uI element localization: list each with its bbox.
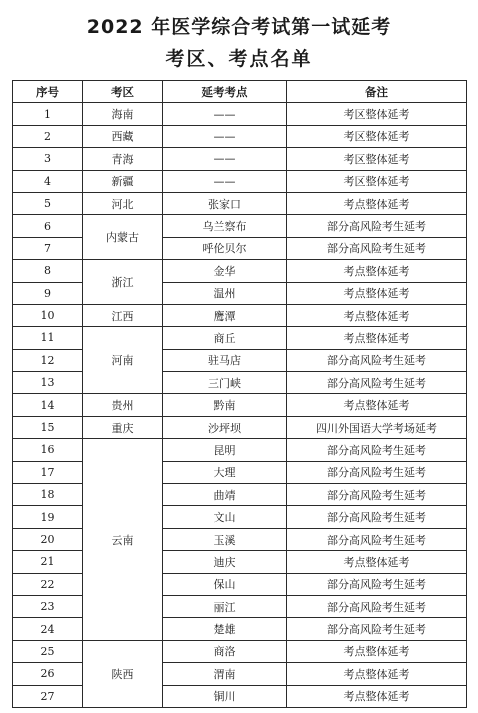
deferred-site-cell: 曲靖 <box>163 484 287 506</box>
deferred-site-cell: 渭南 <box>163 663 287 685</box>
deferred-exam-sites-table <box>12 80 467 708</box>
table-row <box>13 416 467 438</box>
remarks-cell: 考点整体延考 <box>287 551 467 573</box>
remarks-cell: 部分高风险考生延考 <box>287 618 467 640</box>
remarks-cell: 部分高风险考生延考 <box>287 573 467 595</box>
deferred-site-cell: 商丘 <box>163 327 287 349</box>
remarks-cell: 部分高风险考生延考 <box>287 506 467 528</box>
remarks-cell: 考点整体延考 <box>287 640 467 662</box>
remarks-cell: 部分高风险考生延考 <box>287 349 467 371</box>
deferred-site-cell: —— <box>163 103 287 125</box>
remarks-cell: 考点整体延考 <box>287 685 467 707</box>
table-row <box>13 685 467 707</box>
remarks-cell: 四川外国语大学考场延考 <box>287 416 467 438</box>
exam-region-cell: 青海 <box>83 148 163 170</box>
serial-number-cell: 9 <box>13 282 83 304</box>
header-serial-number: 序号 <box>13 81 83 103</box>
serial-number-cell: 22 <box>13 573 83 595</box>
serial-number-cell: 21 <box>13 551 83 573</box>
serial-number-cell: 6 <box>13 215 83 237</box>
remarks-cell: 考点整体延考 <box>287 327 467 349</box>
remarks-cell: 部分高风险考生延考 <box>287 595 467 617</box>
serial-number-cell: 18 <box>13 484 83 506</box>
serial-number-cell: 7 <box>13 237 83 259</box>
table-row <box>13 148 467 170</box>
table-row <box>13 640 467 662</box>
serial-number-cell: 8 <box>13 260 83 282</box>
remarks-cell: 考点整体延考 <box>287 260 467 282</box>
serial-number-cell: 14 <box>13 394 83 416</box>
table-row <box>13 528 467 550</box>
remarks-cell: 考区整体延考 <box>287 170 467 192</box>
deferred-site-cell: 黔南 <box>163 394 287 416</box>
deferred-site-cell: 温州 <box>163 282 287 304</box>
exam-region-cell: 重庆 <box>83 416 163 438</box>
remarks-cell: 部分高风险考生延考 <box>287 237 467 259</box>
table-row <box>13 327 467 349</box>
serial-number-cell: 13 <box>13 372 83 394</box>
table-row <box>13 506 467 528</box>
remarks-cell: 部分高风险考生延考 <box>287 461 467 483</box>
remarks-cell: 部分高风险考生延考 <box>287 215 467 237</box>
remarks-cell: 考点整体延考 <box>287 304 467 326</box>
serial-number-cell: 23 <box>13 595 83 617</box>
table-row <box>13 663 467 685</box>
deferred-site-cell: 迪庆 <box>163 551 287 573</box>
serial-number-cell: 24 <box>13 618 83 640</box>
remarks-cell: 部分高风险考生延考 <box>287 528 467 550</box>
serial-number-cell: 16 <box>13 439 83 461</box>
deferred-site-cell: —— <box>163 170 287 192</box>
exam-region-cell: 浙江 <box>83 260 163 305</box>
deferred-site-cell: 呼伦贝尔 <box>163 237 287 259</box>
serial-number-cell: 1 <box>13 103 83 125</box>
table-row <box>13 192 467 214</box>
table-row <box>13 394 467 416</box>
serial-number-cell: 25 <box>13 640 83 662</box>
table-row <box>13 484 467 506</box>
deferred-site-cell: 驻马店 <box>163 349 287 371</box>
remarks-cell: 考点整体延考 <box>287 394 467 416</box>
serial-number-cell: 5 <box>13 192 83 214</box>
table-row <box>13 215 467 237</box>
exam-region-cell: 河北 <box>83 192 163 214</box>
deferred-site-cell: 楚雄 <box>163 618 287 640</box>
table-row <box>13 282 467 304</box>
table-body <box>13 103 467 708</box>
deferred-site-cell: 铜川 <box>163 685 287 707</box>
serial-number-cell: 10 <box>13 304 83 326</box>
exam-region-cell: 西藏 <box>83 125 163 147</box>
table-row <box>13 237 467 259</box>
serial-number-cell: 17 <box>13 461 83 483</box>
table-row <box>13 372 467 394</box>
deferred-site-cell: 乌兰察布 <box>163 215 287 237</box>
deferred-site-cell: 鹰潭 <box>163 304 287 326</box>
exam-region-cell: 江西 <box>83 304 163 326</box>
serial-number-cell: 27 <box>13 685 83 707</box>
deferred-site-cell: 保山 <box>163 573 287 595</box>
remarks-cell: 考区整体延考 <box>287 103 467 125</box>
table-row <box>13 125 467 147</box>
table-row <box>13 260 467 282</box>
remarks-cell: 考点整体延考 <box>287 282 467 304</box>
deferred-site-cell: 三门峡 <box>163 372 287 394</box>
remarks-cell: 考点整体延考 <box>287 663 467 685</box>
remarks-cell: 部分高风险考生延考 <box>287 484 467 506</box>
serial-number-cell: 3 <box>13 148 83 170</box>
exam-region-cell: 陕西 <box>83 640 163 707</box>
header-exam-region: 考区 <box>83 81 163 103</box>
serial-number-cell: 4 <box>13 170 83 192</box>
table-row <box>13 170 467 192</box>
remarks-cell: 考点整体延考 <box>287 192 467 214</box>
exam-region-cell: 海南 <box>83 103 163 125</box>
deferred-site-cell: 金华 <box>163 260 287 282</box>
deferred-site-cell: 文山 <box>163 506 287 528</box>
table-row <box>13 461 467 483</box>
table-header-row <box>13 81 467 103</box>
table-row <box>13 618 467 640</box>
deferred-site-cell: —— <box>163 148 287 170</box>
serial-number-cell: 2 <box>13 125 83 147</box>
serial-number-cell: 11 <box>13 327 83 349</box>
remarks-cell: 部分高风险考生延考 <box>287 372 467 394</box>
table-row <box>13 573 467 595</box>
header-remarks: 备注 <box>287 81 467 103</box>
remarks-cell: 考区整体延考 <box>287 148 467 170</box>
table-row <box>13 439 467 461</box>
table-row <box>13 304 467 326</box>
document-title: 2022 年医学综合考试第一试延考 <box>86 16 392 38</box>
table-row <box>13 103 467 125</box>
serial-number-cell: 26 <box>13 663 83 685</box>
deferred-site-cell: 商洛 <box>163 640 287 662</box>
serial-number-cell: 15 <box>13 416 83 438</box>
document-subtitle: 考区、考点名单 <box>165 48 313 70</box>
deferred-site-cell: 玉溪 <box>163 528 287 550</box>
remarks-cell: 部分高风险考生延考 <box>287 439 467 461</box>
serial-number-cell: 12 <box>13 349 83 371</box>
exam-region-cell: 云南 <box>83 439 163 641</box>
serial-number-cell: 20 <box>13 528 83 550</box>
remarks-cell: 考区整体延考 <box>287 125 467 147</box>
exam-region-cell: 内蒙古 <box>83 215 163 260</box>
deferred-site-cell: 张家口 <box>163 192 287 214</box>
table-row <box>13 349 467 371</box>
exam-region-cell: 河南 <box>83 327 163 394</box>
deferred-site-cell: —— <box>163 125 287 147</box>
header-deferred-site: 延考考点 <box>163 81 287 103</box>
table-row <box>13 595 467 617</box>
exam-region-cell: 贵州 <box>83 394 163 416</box>
deferred-site-cell: 沙坪坝 <box>163 416 287 438</box>
deferred-site-cell: 丽江 <box>163 595 287 617</box>
deferred-site-cell: 昆明 <box>163 439 287 461</box>
deferred-site-cell: 大理 <box>163 461 287 483</box>
serial-number-cell: 19 <box>13 506 83 528</box>
table-row <box>13 551 467 573</box>
exam-region-cell: 新疆 <box>83 170 163 192</box>
